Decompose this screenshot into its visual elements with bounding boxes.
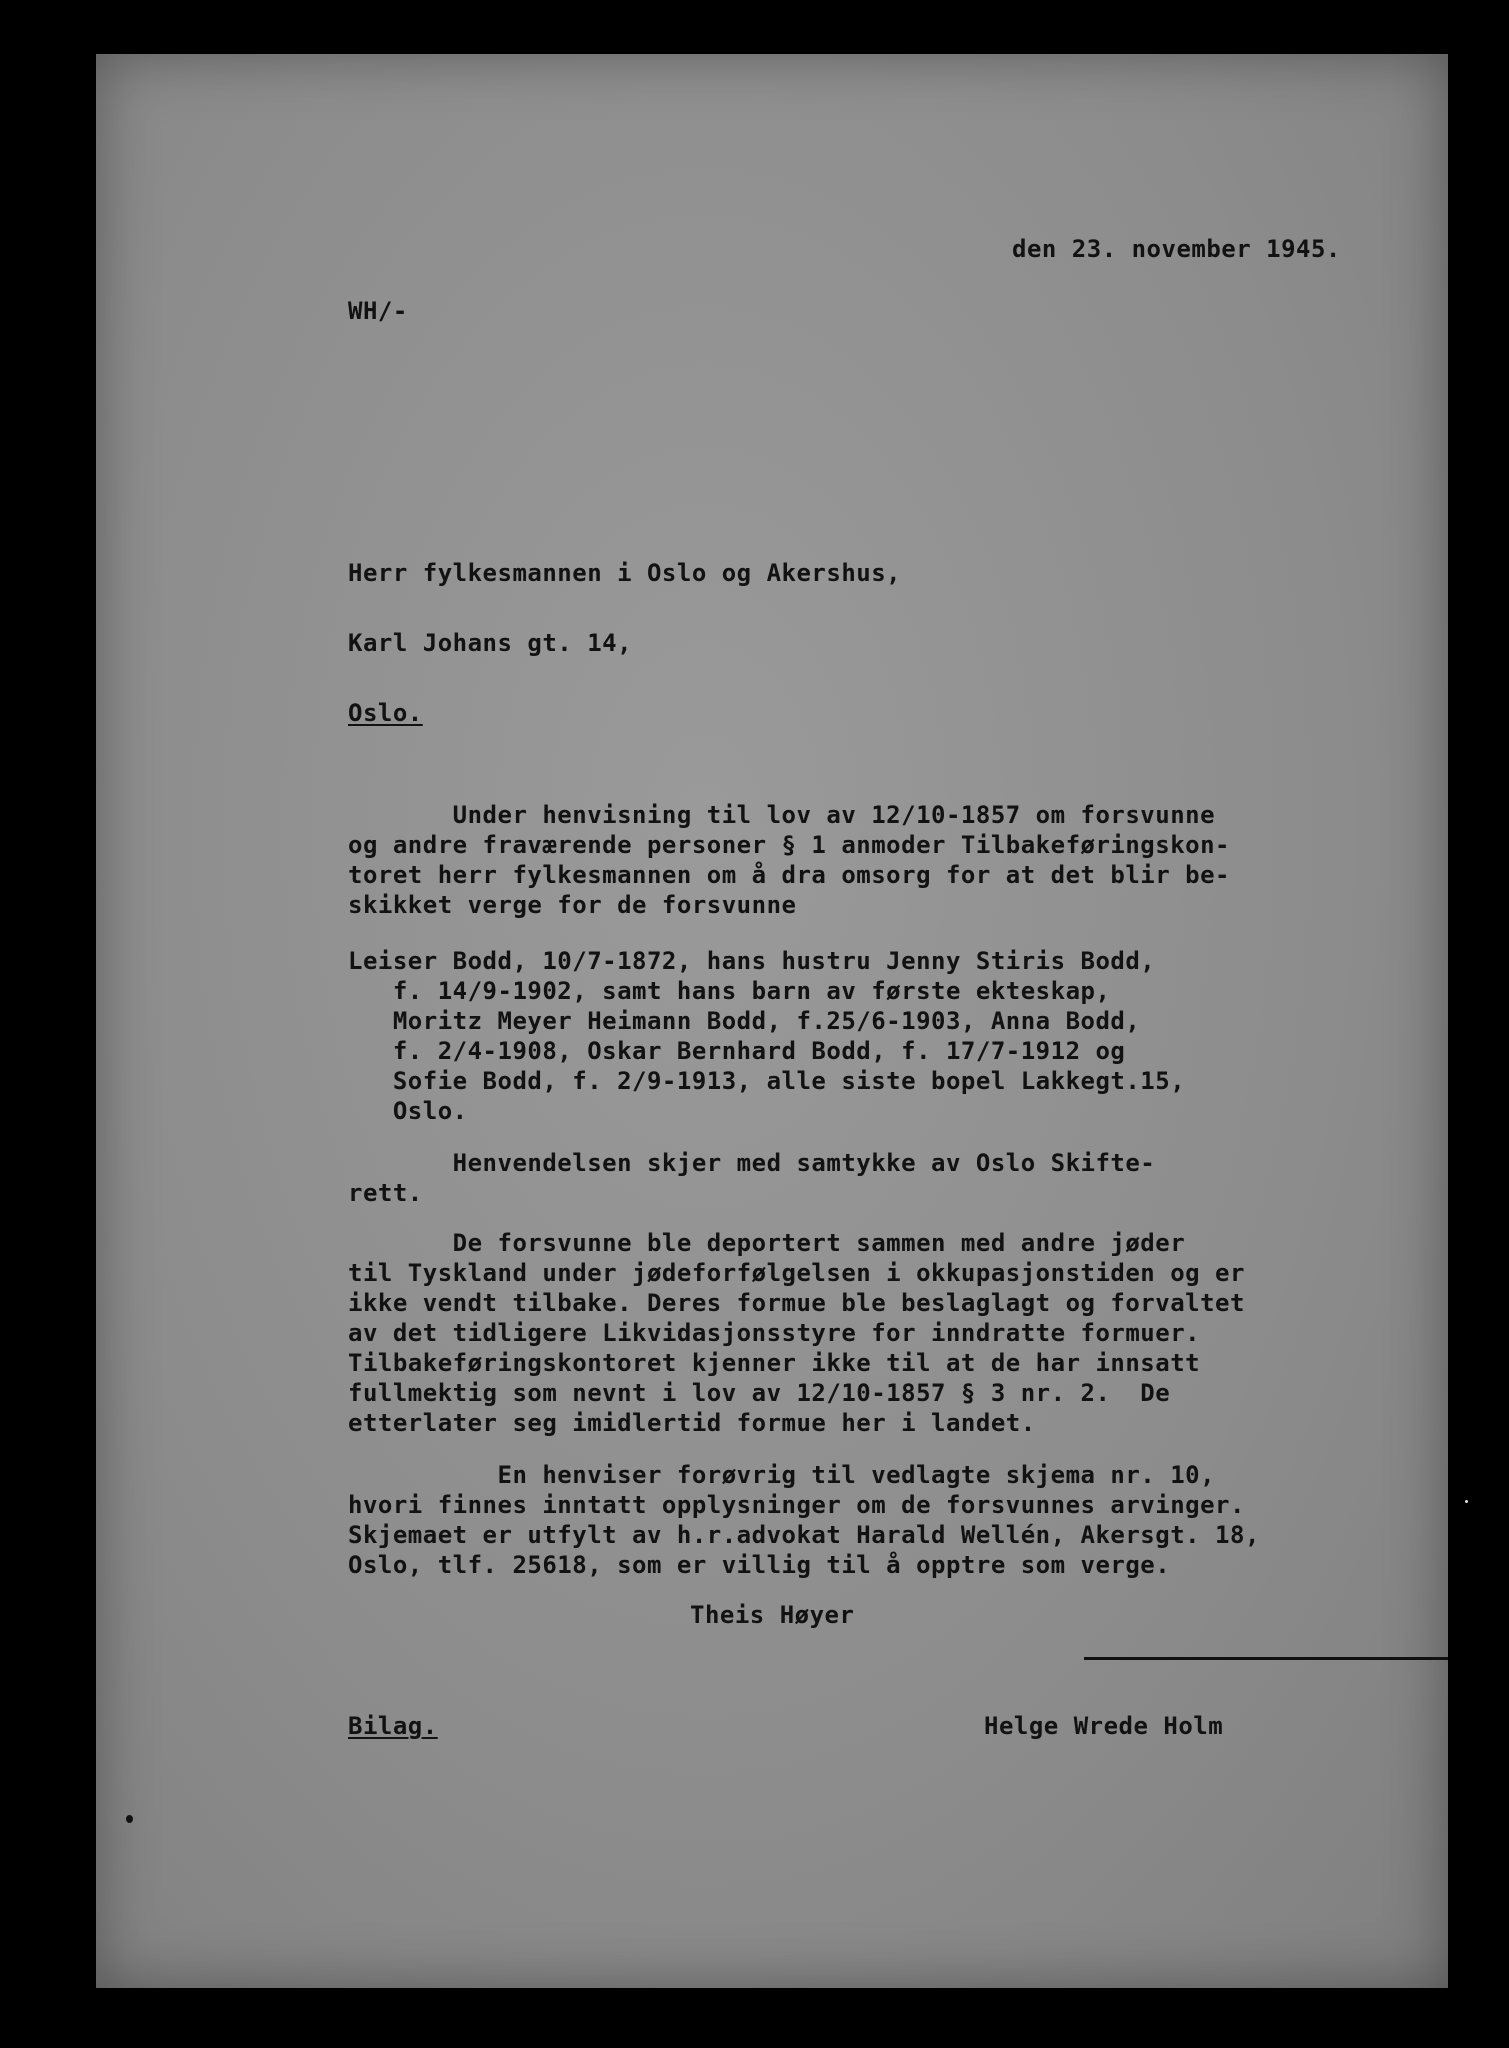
text-line: skikket verge for de forsvunne <box>348 891 797 919</box>
text-line: Moritz Meyer Heimann Bodd, f.25/6-1903, Anna Bodd, <box>348 1007 1141 1035</box>
text-line: f. 14/9-1902, samt hans barn av første ekteskap, <box>348 977 1111 1005</box>
text-line: og andre fraværende personer § 1 anmoder Tilbakeføringskon- <box>348 831 1231 859</box>
text-line: Henvendelsen skjer med samtykke av Oslo Skifte- <box>348 1149 1156 1177</box>
text-line: Sofie Bodd, f. 2/9-1913, alle siste bopel Lakkegt.15, <box>348 1067 1186 1095</box>
text-line: Leiser Bodd, 10/7-1872, hans hustru Jenny Stiris Bodd, <box>348 947 1156 975</box>
punch-mark <box>126 1815 133 1823</box>
recipient-city: Oslo. <box>348 699 423 727</box>
text-line: etterlater seg imidlertid formue her i landet. <box>348 1409 1036 1437</box>
document-page <box>96 54 1448 1988</box>
reference: WH/- <box>348 297 408 325</box>
text-line: En henviser forøvrig til vedlagte skjema nr. 10, <box>348 1461 1216 1489</box>
text-line: toret herr fylkesmannen om å dra omsorg for at det blir be- <box>348 861 1231 889</box>
signature-line <box>1084 1657 1448 1660</box>
text-line: fullmektig som nevnt i lov av 12/10-1857 § 3 nr. 2. De <box>348 1379 1171 1407</box>
text-line: Oslo, tlf. 25618, som er villig til å opptre som verge. <box>348 1551 1171 1579</box>
text-line: hvori finnes inntatt opplysninger om de forsvunnes arvinger. <box>348 1491 1245 1519</box>
text-line: rett. <box>348 1179 423 1207</box>
text-line: f. 2/4-1908, Oskar Bernhard Bodd, f. 17/7-1912 og <box>348 1037 1126 1065</box>
text-line: Skjemaet er utfylt av h.r.advokat Harald Wellén, Akersgt. 18, <box>348 1521 1260 1549</box>
text-line: av det tidligere Likvidasjonsstyre for inndratte formuer. <box>348 1319 1201 1347</box>
recipient-line1: Herr fylkesmannen i Oslo og Akershus, <box>348 559 902 587</box>
text-line: til Tyskland under jødeforfølgelsen i okkupasjonstiden og er <box>348 1259 1245 1287</box>
text-line: Oslo. <box>348 1097 468 1125</box>
text-line: ikke vendt tilbake. Deres formue ble beslaglagt og forvaltet <box>348 1289 1245 1317</box>
recipient-line2: Karl Johans gt. 14, <box>348 629 633 657</box>
text-line: Tilbakeføringskontoret kjenner ikke til at de har innsatt <box>348 1349 1201 1377</box>
text-line: De forsvunne ble deportert sammen med andre jøder <box>348 1229 1186 1257</box>
signer-helge: Helge Wrede Holm <box>984 1712 1224 1740</box>
scan-speck <box>1465 1500 1468 1503</box>
enclosure-label: Bilag. <box>348 1712 438 1740</box>
signer-theis: Theis Høyer <box>690 1601 855 1629</box>
text-line: Under henvisning til lov av 12/10-1857 om forsvunne <box>348 801 1216 829</box>
date-line: den 23. november 1945. <box>1012 235 1341 263</box>
